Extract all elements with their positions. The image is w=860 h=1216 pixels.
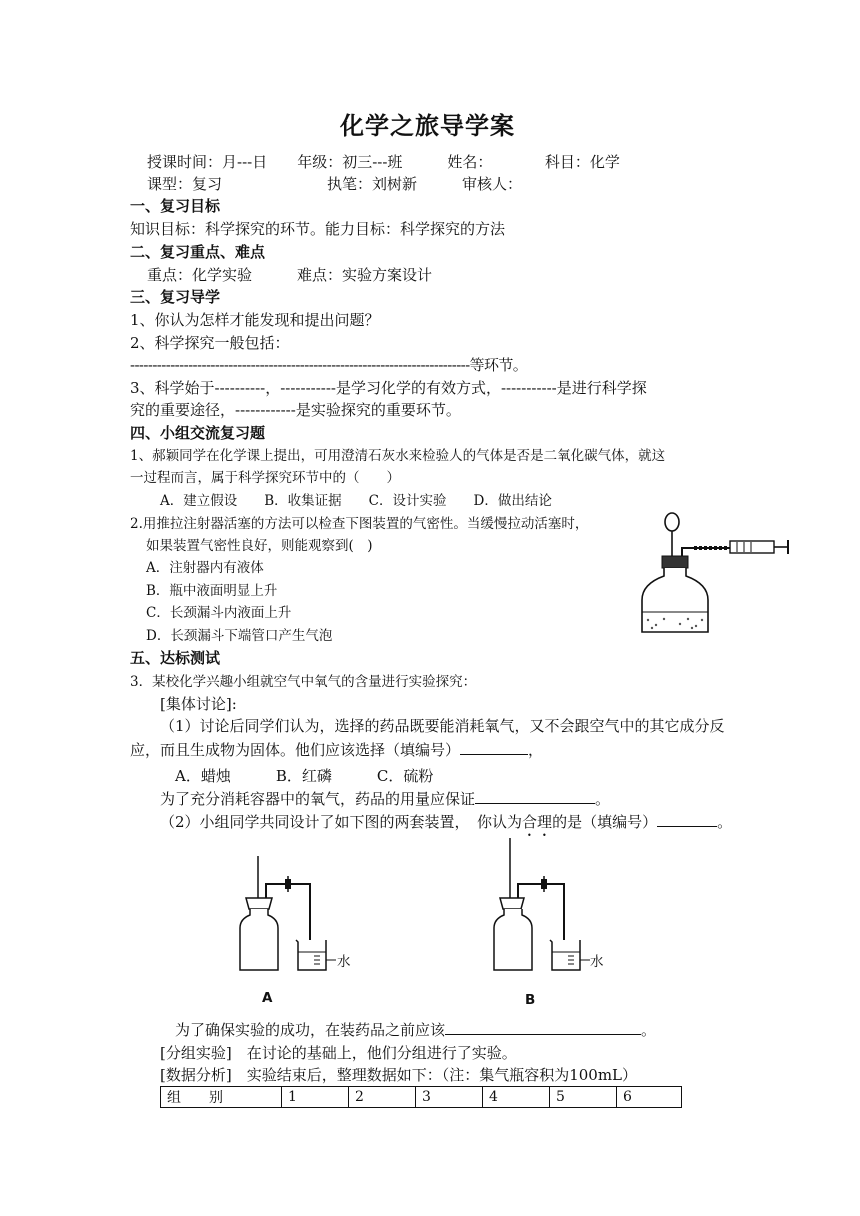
section-5-heading: 五、达标测试 xyxy=(130,649,221,667)
problem-2-option-c: C．长颈漏斗内液面上升 xyxy=(146,605,292,621)
question-3-line-1: 3、科学始于----------，-----------是学习化学的有效方式，-----------是进行科学探 xyxy=(130,379,647,397)
amount-sentence: 为了充分消耗容器中的氧气，药品的用量应保证 。 xyxy=(160,790,611,808)
apparatus-b-label: B xyxy=(525,992,536,1008)
section-1-heading: 一、复习目标 xyxy=(130,197,221,215)
reagent-options: A．蜡烛 B．红磷 C．硫粉 xyxy=(175,767,434,785)
table-header-cell: 5 xyxy=(550,1087,617,1108)
meta-line-2: 课型：复习 执笔：刘树新 审核人： xyxy=(147,175,523,193)
answer-blank-preparation[interactable] xyxy=(445,1020,641,1035)
group-discussion-label: [集体讨论]: xyxy=(160,695,237,713)
emphasized-word: 合理 xyxy=(522,813,553,831)
table-header-cell: 组 别 xyxy=(161,1087,282,1108)
question-2-dashes: ----------------------------------------------------------------------------等环节。 xyxy=(130,356,528,374)
page-title: 化学之旅导学案 xyxy=(340,112,515,140)
discussion-2-sentence: （2）小组同学共同设计了如下图的两套装置， 你认为合理的是（填编号） 。 xyxy=(160,813,733,831)
section-4-heading: 四、小组交流复习题 xyxy=(130,424,266,442)
answer-blank-device[interactable] xyxy=(657,812,717,827)
data-analysis-line: [数据分析] 实验结束后，整理数据如下：（注：集气瓶容积为100mL） xyxy=(160,1066,638,1084)
problem-2-option-b: B．瓶中液面明显上升 xyxy=(146,583,278,599)
table-header-row xyxy=(161,1087,682,1108)
water-label-b: 水 xyxy=(590,954,604,970)
table-header-cell: 3 xyxy=(416,1087,483,1108)
discussion-1-line-1: （1）讨论后同学们认为，选择的药品既要能消耗氧气，又不会跟空气中的其它成分反 xyxy=(160,717,725,735)
airtightness-apparatus-figure xyxy=(634,508,794,634)
data-table xyxy=(160,1086,682,1108)
section-3-heading: 三、复习导学 xyxy=(130,288,221,306)
problem-2-line-1: 2.用推拉注射器活塞的方法可以检查下图装置的气密性。当缓慢拉动活塞时， xyxy=(130,516,589,532)
problem-2-option-a: A．注射器内有液体 xyxy=(146,560,264,576)
problem-2-option-d: D．长颈漏斗下端管口产生气泡 xyxy=(146,628,333,644)
table-header-cell: 1 xyxy=(282,1087,349,1108)
table-header-cell: 6 xyxy=(617,1087,682,1108)
meta-line-1: 授课时间：月---日 年级：初三---班 姓名： 科目：化学 xyxy=(147,153,620,171)
section-1-text: 知识目标：科学探究的环节。能力目标：科学探究的方法 xyxy=(130,220,506,238)
table-header-cell: 2 xyxy=(349,1087,416,1108)
group-experiment-line: [分组实验] 在讨论的基础上，他们分组进行了实验。 xyxy=(160,1044,517,1062)
answer-blank-choice[interactable] xyxy=(460,740,528,755)
problem-2-line-2: 如果装置气密性良好，则能观察到( ) xyxy=(146,538,373,554)
table-header-cell: 4 xyxy=(483,1087,550,1108)
water-label-a: 水 xyxy=(337,954,351,970)
discussion-1-line-2: 应，而且生成物为固体。他们应该选择（填编号） ， xyxy=(130,741,544,759)
problem-1-line-2: 一过程而言，属于科学探究环节中的（ ） xyxy=(130,470,400,486)
problem-1-options: A．建立假设 B．收集证据 C．设计实验 D．做出结论 xyxy=(160,493,552,509)
ensure-sentence: 为了确保实验的成功，在装药品之前应该 。 xyxy=(175,1021,657,1039)
question-2: 2、科学探究一般包括： xyxy=(130,334,290,352)
answer-blank-amount[interactable] xyxy=(475,789,595,804)
problem-3-intro: 3．某校化学兴趣小组就空气中氧气的含量进行实验探究： xyxy=(130,674,477,690)
apparatus-a-label: A xyxy=(262,990,273,1006)
section-2-text: 重点：化学实验 难点：实验方案设计 xyxy=(147,266,433,284)
question-1: 1、你认为怎样才能发现和提出问题？ xyxy=(130,311,380,329)
problem-1-line-1: 1、郝颖同学在化学课上提出，可用澄清石灰水来检验人的气体是否是二氧化碳气体，就这 xyxy=(130,448,666,464)
question-3-line-2: 究的重要途径，------------是实验探究的重要环节。 xyxy=(130,401,461,419)
section-2-heading: 二、复习重点、难点 xyxy=(130,243,266,261)
